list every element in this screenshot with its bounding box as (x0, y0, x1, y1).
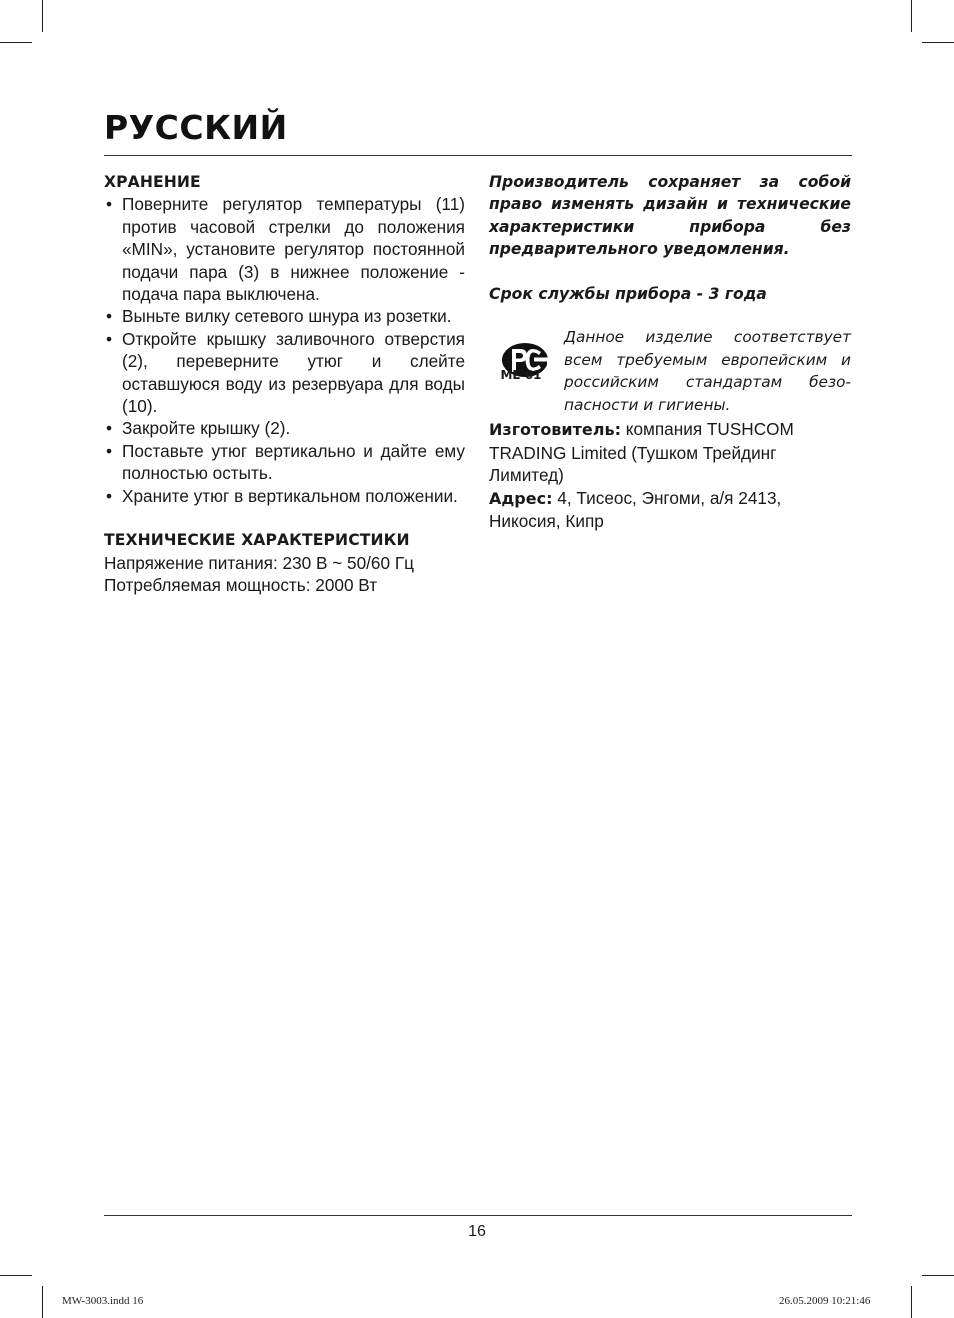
crop-mark (911, 1286, 912, 1318)
page-title: РУССКИЙ (104, 108, 288, 147)
address-value: 4, Тисеос, Энгоми, а/я 2413, Никосия, Кипр (489, 487, 782, 532)
design-change-notice: Производитель сохраняет за собой право изменять дизайн и технические характеристики прибора без предварительного уведомления. (489, 173, 851, 259)
list-item: • Поверните регулятор температуры (11) против часовой стрелки до положения «MIN», установите регулятор постоянной подачи пара (3) в нижнее положение - подача пара выключена. (104, 193, 465, 305)
left-column (104, 171, 465, 597)
service-life: Срок службы прибора - 3 года (489, 285, 767, 304)
footer-divider (104, 1215, 852, 1216)
storage-list (104, 193, 465, 507)
slug-datetime: 26.05.2009 10:21:46 (779, 1295, 871, 1307)
certification-text: Данное изделие соответствует всем требуемым европейским и российским стандартам безопасности и гигиены. (564, 328, 851, 414)
address-label: Адрес: (489, 488, 553, 508)
spec-voltage: Напряжение питания: 230 В ~ 50/60 Гц (104, 552, 414, 573)
spacer (104, 507, 465, 529)
crop-mark (42, 1286, 43, 1318)
page-number: 16 (468, 1223, 486, 1240)
list-item: • Выньте вилку сетевого шнура из розетки. (104, 305, 465, 327)
manufacturer-value: компания TUSHCOM TRADING Limited (Тушком Трейдинг Лимитед) (489, 419, 794, 486)
crop-mark (922, 42, 954, 43)
spec-power: Потребляемая мощность: 2000 Вт (104, 575, 378, 596)
crop-mark (911, 0, 912, 32)
crop-mark (0, 42, 32, 43)
spacer (489, 261, 851, 283)
manufacturer-label: Изготовитель: (489, 420, 621, 440)
list-item: • Откройте крышку заливочного отверстия (2), переверните утюг и слейте оставшуюся воду из резервуара для воды (10). (104, 328, 465, 418)
list-item: • Закройте крышку (2). (104, 417, 465, 439)
storage-heading: ХРАНЕНИЕ (104, 173, 201, 191)
certification-block (489, 328, 851, 418)
right-column (489, 171, 851, 532)
crop-mark (0, 1275, 32, 1276)
manufacturer-block (489, 418, 851, 532)
crop-mark (42, 0, 43, 32)
list-item: • Поставьте утюг вертикально и дайте ему полностью остыть. (104, 440, 465, 485)
manufacturer-line (489, 418, 851, 486)
list-item: • Храните утюг в вертикальном положении. (104, 485, 465, 507)
certification-code: МЕ 61 (500, 368, 542, 383)
address-line (489, 487, 851, 533)
specs-heading: ТЕХНИЧЕСКИЕ ХАРАКТЕРИСТИКИ (104, 531, 410, 550)
slug-file: MW-3003.indd 16 (62, 1295, 144, 1307)
crop-mark (922, 1275, 954, 1276)
title-divider (104, 155, 852, 156)
